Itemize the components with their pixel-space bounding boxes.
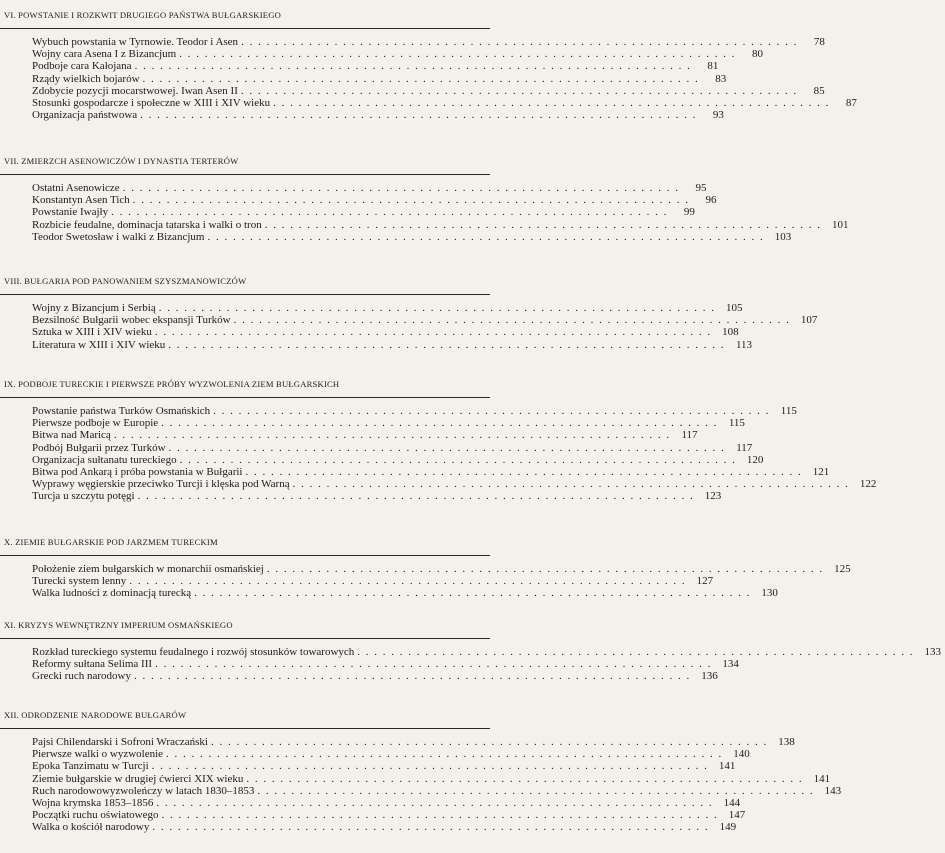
toc-entry-label: Organizacja sułtanatu tureckiego [32, 453, 177, 466]
toc-entry-page-number: 121 [812, 465, 830, 478]
chapter-title: VI. POWSTANIE I ROZKWIT DRUGIEGO PAŃSTWA BUŁGARSKIEGO [4, 10, 282, 20]
toc-entry-label: Reformy sułtana Selima III [32, 658, 153, 671]
toc-entry-page-number: 141 [813, 772, 831, 785]
dot-leader [135, 60, 692, 72]
chapter-title: XI. KRYZYS WEWNĘTRZNY IMPERIUM OSMAŃSKIEGO [4, 620, 233, 630]
toc-entry [0, 575, 714, 588]
toc-entry-label: Sztuka w XIII i XIV wieku [32, 326, 152, 339]
toc-entry-label: Ruch narodowowyzwoleńczy w latach 1830–1853 [32, 784, 255, 797]
chapter-divider [0, 28, 490, 29]
toc-entry-label: Turecki system lenny [32, 575, 127, 588]
dot-leader [194, 587, 751, 599]
dot-leader [273, 97, 830, 109]
chapter-entries [0, 563, 851, 600]
toc-entry-page-number: 87 [845, 96, 857, 109]
toc-entry-label: Grecki ruch narodowy [32, 670, 131, 683]
toc-entry [0, 772, 831, 785]
toc-entry [0, 417, 745, 430]
dot-leader [152, 760, 709, 772]
toc-entry [0, 563, 851, 575]
toc-entry-page-number: 133 [924, 646, 942, 658]
toc-entry-page-number: 136 [701, 670, 718, 683]
dot-leader [180, 454, 737, 466]
toc-entry [0, 429, 698, 442]
dot-leader [161, 417, 718, 429]
toc-entry [0, 748, 750, 761]
toc-entry-label: Początki ruchu oświatowego [32, 809, 159, 822]
toc-entry-page-number: 99 [683, 206, 695, 219]
dot-leader [241, 85, 798, 97]
toc-entry-label: Walka ludności z dominacją turecką [32, 587, 192, 600]
toc-entry-page-number: 123 [704, 490, 722, 503]
dot-leader [140, 109, 697, 121]
toc-entry-label: Rządy wielkich bojarów [32, 72, 140, 85]
dot-leader [111, 206, 668, 218]
toc-entry-label: Bezsilność Bułgarii wobec ekspansji Turków [32, 314, 231, 327]
dot-leader [159, 302, 716, 314]
toc-entry [0, 338, 753, 351]
dot-leader [161, 809, 718, 821]
dot-leader [211, 736, 768, 748]
toc-entry-page-number: 85 [813, 84, 825, 97]
toc-entry-page-number: 138 [778, 736, 795, 748]
toc-entry-page-number: 96 [705, 194, 717, 207]
toc-entry [0, 218, 849, 231]
toc-entry-label: Rozkład tureckiego systemu feudalnego i rozwój stosunków towarowych [32, 646, 355, 658]
toc-entry-page-number: 149 [719, 821, 737, 834]
toc-entry-label: Pierwsze walki o wyzwolenie [32, 748, 164, 761]
chapter-divider [0, 555, 490, 556]
toc-entry-page-number: 101 [831, 218, 849, 231]
chapter-divider [0, 638, 490, 639]
dot-leader [241, 36, 798, 48]
toc-entry-page-number: 127 [696, 575, 714, 588]
toc-entry-page-number: 81 [707, 60, 719, 73]
dot-leader [207, 231, 764, 243]
toc-entry-page-number: 140 [733, 748, 750, 761]
toc-entry [0, 587, 778, 600]
toc-entry [0, 60, 719, 73]
toc-entry-label: Wyprawy węgierskie przeciwko Turcji i klęska pod Warną [32, 478, 290, 491]
dot-leader [155, 326, 712, 338]
toc-entry-page-number: 117 [736, 441, 753, 454]
toc-entry-label: Podboje cara Kałojana [32, 60, 132, 73]
toc-entry-label: Wojna krymska 1853–1856 [32, 796, 154, 809]
toc-entry-page-number: 107 [800, 314, 818, 327]
toc-entry-page-number: 120 [746, 453, 764, 466]
dot-leader [133, 194, 690, 206]
dot-leader [246, 466, 803, 478]
toc-entry [0, 658, 739, 671]
dot-leader [168, 339, 725, 351]
chapter-divider [0, 728, 490, 729]
toc-entry [0, 478, 877, 491]
toc-entry-label: Podbój Bułgarii przez Turków [32, 441, 166, 454]
toc-entry [0, 453, 764, 466]
chapter-entries [0, 646, 942, 683]
dot-leader [357, 646, 914, 658]
dot-leader [155, 658, 712, 670]
toc-entry-label: Pierwsze podboje w Europie [32, 417, 159, 430]
dot-leader [138, 490, 695, 502]
toc-entry [0, 796, 741, 809]
toc-entry-page-number: 141 [718, 760, 736, 773]
dot-leader [129, 575, 686, 587]
dot-leader [267, 563, 824, 575]
toc-entry-label: Organizacja państwowa [32, 109, 138, 122]
toc-entry [0, 109, 724, 122]
toc-entry-page-number: 105 [726, 302, 743, 314]
toc-entry-page-number: 115 [728, 417, 745, 430]
toc-entry [0, 96, 857, 109]
toc-entry [0, 441, 753, 454]
toc-entry-page-number: 93 [712, 109, 724, 122]
toc-entry-page-number: 144 [723, 796, 741, 809]
toc-entry-page-number: 117 [681, 429, 698, 442]
toc-entry-page-number: 113 [735, 338, 753, 351]
toc-entry-label: Turcja u szczytu potęgi [32, 490, 135, 503]
chapter-divider [0, 294, 490, 295]
toc-entry-label: Walka o kościół narodowy [32, 821, 150, 834]
toc-entry-page-number: 134 [722, 658, 739, 671]
toc-entry-page-number: 115 [780, 405, 797, 417]
chapter-entries [0, 182, 849, 243]
toc-entry [0, 48, 763, 61]
toc-entry-label: Położenie ziem bułgarskich w monarchii osmańskiej [32, 563, 264, 575]
dot-leader [166, 748, 723, 760]
toc-entry-label: Zdobycie pozycji mocarstwowej. Iwan Asen II [32, 84, 238, 97]
toc-entry [0, 736, 795, 748]
toc-entry-label: Ostatni Asenowicze [32, 182, 120, 194]
toc-entry [0, 182, 707, 194]
chapter-entries [0, 736, 842, 834]
toc-entry [0, 809, 746, 822]
dot-leader [123, 182, 680, 194]
toc-entry-label: Konstantyn Asen Tich [32, 194, 130, 207]
dot-leader [257, 785, 814, 797]
toc-entry-page-number: 80 [751, 48, 763, 61]
toc-entry [0, 465, 830, 478]
toc-entry [0, 36, 825, 48]
toc-entry [0, 490, 722, 503]
toc-entry-page-number: 78 [813, 36, 825, 48]
toc-entry-label: Ziemie bułgarskie w drugiej ćwierci XIX wieku [32, 772, 244, 785]
chapter-title: VIII. BUŁGARIA POD PANOWANIEM SZYSZMANOWICZÓW [4, 276, 247, 286]
toc-entry-label: Bitwa pod Ankarą i próba powstania w Bułgarii [32, 465, 243, 478]
chapter-entries [0, 405, 877, 503]
toc-entry [0, 646, 942, 658]
chapter-title: VII. ZMIERZCH ASENOWICZÓW I DYNASTIA TERTERÓW [4, 156, 239, 166]
toc-entry-label: Epoka Tanzimatu w Turcji [32, 760, 149, 773]
chapter-divider [0, 397, 490, 398]
toc-entry-label: Stosunki gospodarcze i społeczne w XIII i XIV wieku [32, 96, 271, 109]
chapter-title: XII. ODRODZENIE NARODOWE BUŁGARÓW [4, 710, 187, 720]
toc-entry-page-number: 147 [728, 809, 746, 822]
toc-entry [0, 784, 842, 797]
toc-entry [0, 405, 797, 417]
chapter-divider [0, 174, 490, 175]
chapter-title: X. ZIEMIE BUŁGARSKIE POD JARZMEM TURECKIM [4, 537, 218, 547]
toc-entry-label: Literatura w XIII i XIV wieku [32, 338, 166, 351]
chapter-entries [0, 36, 857, 122]
toc-entry-page-number: 108 [722, 326, 739, 339]
toc-entry-page-number: 103 [774, 230, 792, 243]
dot-leader [114, 429, 671, 441]
dot-leader [179, 48, 736, 60]
toc-entry-page-number: 125 [834, 563, 851, 575]
toc-entry [0, 194, 717, 207]
toc-entry [0, 314, 818, 327]
toc-entry-label: Teodor Swetosław i walki z Bizancjum [32, 230, 205, 243]
toc-entry-label: Rozbicie feudalne, dominacja tatarska i walki o tron [32, 218, 262, 231]
dot-leader [234, 314, 791, 326]
toc-entry-page-number: 83 [715, 72, 727, 85]
toc-entry-label: Bitwa nad Maricą [32, 429, 111, 442]
toc-entry [0, 670, 718, 683]
toc-entry-label: Wybuch powstania w Tyrnowie. Teodor i Asen [32, 36, 239, 48]
toc-entry-page-number: 130 [761, 587, 778, 600]
toc-entry-page-number: 95 [695, 182, 707, 194]
toc-entry-label: Powstanie państwa Turków Osmańskich [32, 405, 211, 417]
dot-leader [293, 478, 850, 490]
chapter-entries [0, 302, 818, 351]
toc-entry [0, 230, 792, 243]
dot-leader [246, 773, 803, 785]
toc-entry-label: Powstanie Iwajły [32, 206, 109, 219]
dot-leader [213, 405, 770, 417]
dot-leader [152, 821, 709, 833]
toc-entry [0, 206, 695, 219]
dot-leader [169, 442, 726, 454]
toc-entry [0, 72, 727, 85]
dot-leader [143, 73, 700, 85]
toc-entry [0, 821, 737, 834]
toc-entry [0, 760, 736, 773]
chapter-title: IX. PODBOJE TURECKIE I PIERWSZE PRÓBY WYZWOLENIA ZIEM BUŁGARSKICH [4, 379, 340, 389]
toc-entry-label: Pajsi Chilendarski i Sofroni Wraczański [32, 736, 208, 748]
toc-entry [0, 84, 825, 97]
toc-entry [0, 302, 743, 314]
toc-entry-label: Wojny z Bizancjum i Serbią [32, 302, 156, 314]
dot-leader [134, 670, 691, 682]
toc-entry-page-number: 122 [859, 478, 877, 491]
dot-leader [156, 797, 713, 809]
dot-leader [265, 219, 822, 231]
toc-entry [0, 326, 739, 339]
toc-entry-page-number: 143 [824, 784, 842, 797]
toc-entry-label: Wojny cara Asena I z Bizancjum [32, 48, 177, 61]
